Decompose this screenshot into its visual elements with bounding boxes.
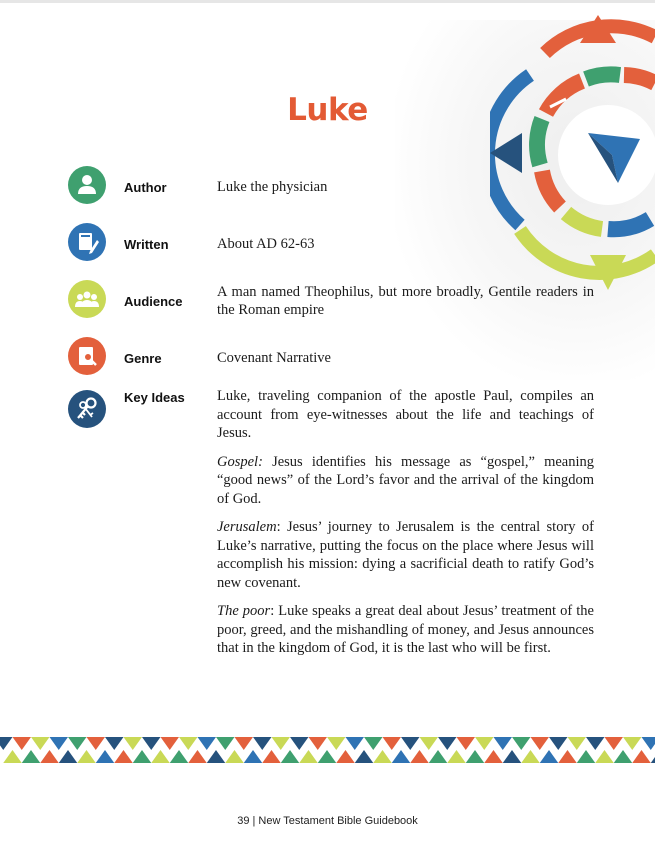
band-triangle xyxy=(512,737,531,750)
band-triangle xyxy=(225,750,244,763)
band-triangle xyxy=(595,750,614,763)
band-triangle xyxy=(216,737,235,750)
band-triangle xyxy=(438,737,457,750)
band-triangle xyxy=(133,750,152,763)
band-triangle xyxy=(531,737,550,750)
band-triangle xyxy=(401,737,420,750)
band-triangle xyxy=(114,750,133,763)
band-triangle xyxy=(503,750,522,763)
band-triangle xyxy=(327,737,346,750)
band-triangle xyxy=(3,750,22,763)
band-triangle xyxy=(309,737,328,750)
band-triangle xyxy=(244,750,263,763)
band-triangle xyxy=(364,737,383,750)
band-triangle xyxy=(494,737,513,750)
row-label-genre: Genre xyxy=(124,351,162,366)
band-triangle xyxy=(87,737,106,750)
row-value-written: About AD 62-63 xyxy=(217,236,315,252)
top-rule xyxy=(0,0,655,3)
row-label-audience: Audience xyxy=(124,294,183,309)
band-triangle xyxy=(299,750,318,763)
key-idea-gospel xyxy=(217,453,594,509)
band-triangle xyxy=(614,750,633,763)
band-triangle xyxy=(549,737,568,750)
band-triangle xyxy=(22,750,41,763)
band-triangle xyxy=(235,737,254,750)
band-triangle xyxy=(429,750,448,763)
key-idea-term: The poor xyxy=(217,603,271,619)
key-ideas-intro: Luke, traveling companion of the apostle Paul, compiles an account from eye-witnesses about the life and teachings of Jesus. xyxy=(217,388,594,441)
row-label-author: Author xyxy=(124,180,167,195)
row-value-author: Luke the physician xyxy=(217,179,328,195)
band-triangle xyxy=(466,750,485,763)
band-triangle xyxy=(77,750,96,763)
key-idea-body: : Luke speaks a great deal about Jesus’ treatment of the poor, greed, and the mishandling of money, and Jesus announces that in the kingdom of God, it is the last who will be first. xyxy=(217,603,594,656)
band-triangle xyxy=(253,737,272,750)
key-idea-term: Jerusalem xyxy=(217,519,277,535)
band-triangle xyxy=(623,737,642,750)
author-person-icon xyxy=(68,166,106,204)
key-idea-body: Jesus identifies his message as “gospel,” meaning “good news” of the Lord’s favor and the arrival of the kingdom of God. xyxy=(217,453,594,507)
band-triangle xyxy=(586,737,605,750)
row-value-audience: A man named Theophilus, but more broadly, Gentile readers in the Roman empire xyxy=(217,284,594,318)
band-triangle xyxy=(318,750,337,763)
band-triangle xyxy=(40,750,59,763)
band-triangle xyxy=(642,737,655,750)
band-triangle xyxy=(632,750,651,763)
band-triangle xyxy=(179,737,198,750)
band-triangle xyxy=(577,750,596,763)
genre-book-search-icon xyxy=(68,337,106,375)
band-triangle xyxy=(290,737,309,750)
row-value-genre: Covenant Narrative xyxy=(217,350,331,366)
band-triangle xyxy=(142,737,161,750)
band-triangle xyxy=(105,737,124,750)
band-triangle xyxy=(161,737,180,750)
band-triangle xyxy=(124,737,143,750)
band-triangle xyxy=(170,750,189,763)
band-triangle xyxy=(540,750,559,763)
band-triangle xyxy=(0,737,13,750)
band-triangle xyxy=(96,750,115,763)
band-triangle xyxy=(457,737,476,750)
band-triangle xyxy=(31,737,50,750)
band-triangle xyxy=(13,737,32,750)
band-triangle xyxy=(420,737,439,750)
band-triangle xyxy=(475,737,494,750)
band-triangle xyxy=(272,737,291,750)
band-triangle xyxy=(651,750,655,763)
band-triangle xyxy=(484,750,503,763)
band-triangle xyxy=(355,750,374,763)
band-triangle xyxy=(336,750,355,763)
band-triangle xyxy=(188,750,207,763)
key-idea-body: : Jesus’ journey to Jerusalem is the central story of Luke’s narrative, putting the focus on the place where Jesus will accomplish his mission: dying a sacrificial death to ratify God’s new covenant. xyxy=(217,519,594,591)
band-triangle xyxy=(281,750,300,763)
page-title: Luke xyxy=(287,92,368,128)
band-triangle xyxy=(605,737,624,750)
band-triangle xyxy=(558,750,577,763)
key-idea-term: Gospel: xyxy=(217,453,263,470)
band-triangle xyxy=(346,737,365,750)
band-triangle xyxy=(383,737,402,750)
key-ideas-keys-icon xyxy=(68,390,106,428)
key-idea-the-poor xyxy=(217,602,594,658)
band-triangle xyxy=(568,737,587,750)
band-triangle xyxy=(521,750,540,763)
band-triangle xyxy=(262,750,281,763)
band-triangle xyxy=(447,750,466,763)
row-label-written: Written xyxy=(124,237,169,252)
band-triangle xyxy=(410,750,429,763)
band-triangle xyxy=(68,737,87,750)
row-label-key-ideas: Key Ideas xyxy=(124,390,185,405)
band-triangle xyxy=(198,737,217,750)
written-book-pencil-icon xyxy=(68,223,106,261)
triangle-pattern-band xyxy=(0,735,655,765)
audience-group-icon xyxy=(68,280,106,318)
band-triangle xyxy=(207,750,226,763)
band-triangle xyxy=(373,750,392,763)
key-ideas-text xyxy=(217,387,594,668)
band-triangle xyxy=(151,750,170,763)
page-footer: 39 | New Testament Bible Guidebook xyxy=(237,815,418,827)
band-triangle xyxy=(59,750,78,763)
key-idea-jerusalem xyxy=(217,518,594,592)
band-triangle xyxy=(50,737,69,750)
band-triangle xyxy=(392,750,411,763)
